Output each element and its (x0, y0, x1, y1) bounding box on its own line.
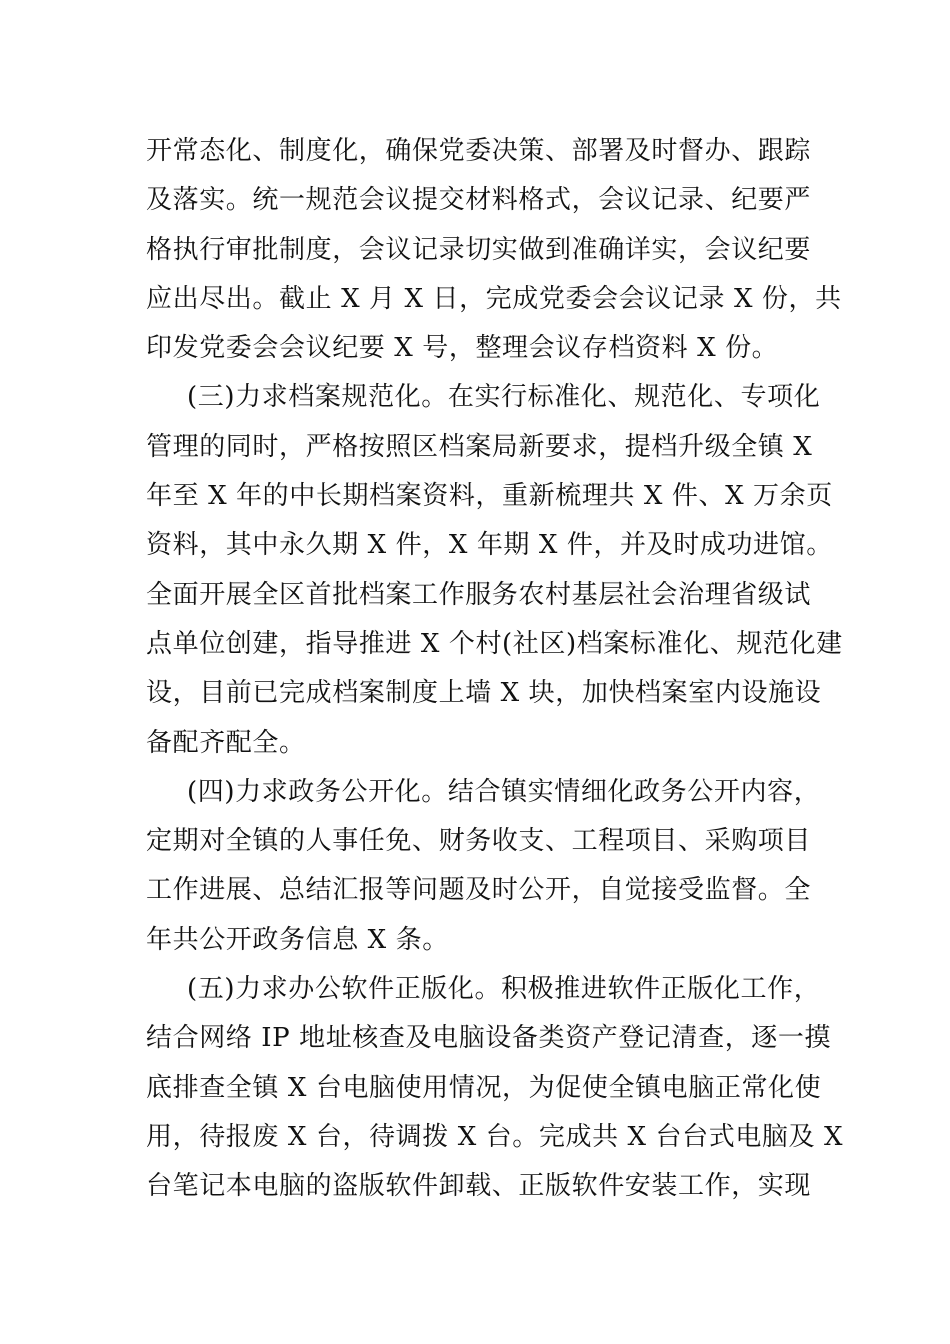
text-line: 备配齐配全。 (146, 727, 306, 758)
text-line: 结合网络 IP 地址核查及电脑设备类资产登记清查，逐一摸 (146, 1023, 832, 1054)
text-line: 全面开展全区首批档案工作服务农村基层社会治理省级试 (146, 579, 812, 610)
text-line: 格执行审批制度，会议记录切实做到准确详实，会议纪要 (146, 234, 812, 265)
text-line: 台笔记本电脑的盗版软件卸载、正版软件安装工作，实现 (146, 1171, 812, 1202)
text-line: 用，待报废 X 台，待调拨 X 台。完成共 X 台台式电脑及 X (146, 1121, 844, 1152)
text-line: 工作进展、总结汇报等问题及时公开，自觉接受监督。全 (146, 875, 812, 906)
paragraph-first-line: (五)力求办公软件正版化。积极推进软件正版化工作， (187, 974, 821, 1005)
paragraph-first-line: (四)力求政务公开化。结合镇实情细化政务公开内容， (187, 776, 821, 807)
text-line: 资料，其中永久期 X 件，X 年期 X 件，并及时成功进馆。 (146, 530, 833, 561)
text-line: 开常态化、制度化，确保党委决策、部署及时督办、跟踪 (146, 136, 812, 166)
text-line: 点单位创建，指导推进 X 个村(社区)档案标准化、规范化建 (146, 628, 843, 659)
text-line: 应出尽出。截止 X 月 X 日，完成党委会会议记录 X 份，共 (146, 283, 842, 314)
text-line: 管理的同时，严格按照区档案局新要求，提档升级全镇 X (146, 431, 813, 462)
text-line: 年至 X 年的中长期档案资料，重新梳理共 X 件、X 万余页 (146, 481, 833, 512)
text-line: 印发党委会会议纪要 X 号，整理会议存档资料 X 份。 (146, 333, 779, 364)
text-line: 底排查全镇 X 台电脑使用情况，为促使全镇电脑正常化使 (146, 1072, 822, 1103)
body-text (146, 127, 844, 1212)
paragraph-first-line: (三)力求档案规范化。在实行标准化、规范化、专项化 (187, 382, 821, 413)
text-line: 设，目前已完成档案制度上墙 X 块，加快档案室内设施设 (146, 678, 822, 709)
text-line: 年共公开政务信息 X 条。 (146, 924, 449, 955)
text-line: 定期对全镇的人事任免、财务收支、工程项目、采购项目 (146, 826, 812, 857)
text-line: 及落实。统一规范会议提交材料格式，会议记录、纪要严 (146, 185, 812, 216)
